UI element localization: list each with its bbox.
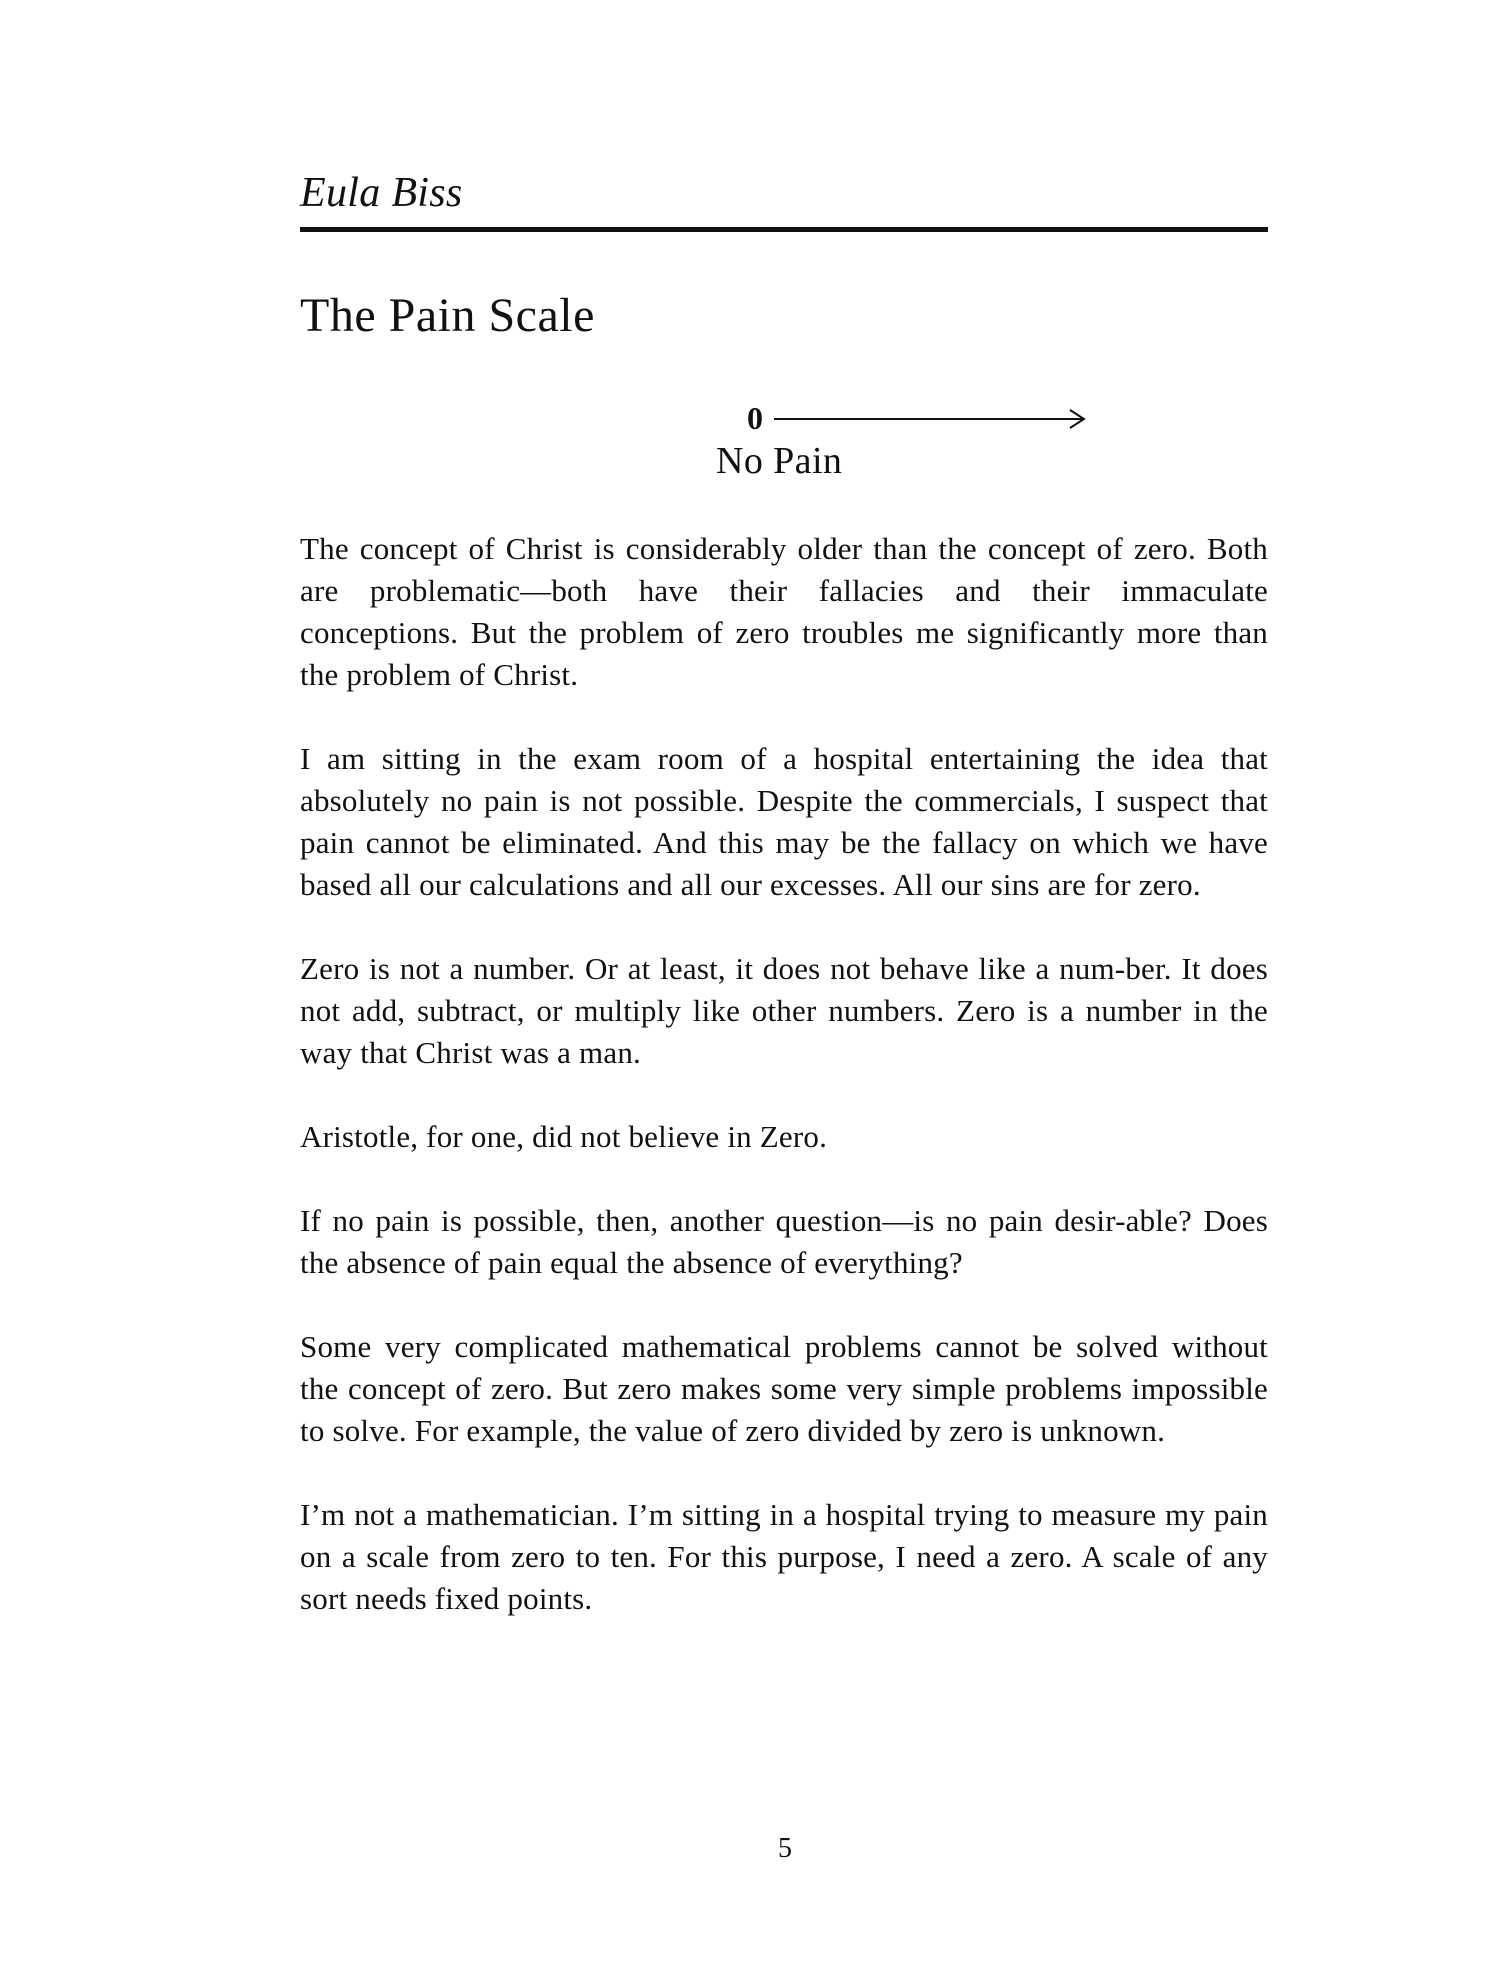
body-text: [300, 528, 1268, 1662]
paragraph-4: Aristotle, for one, did not believe in Zero.: [300, 1119, 828, 1154]
scale-arrow-icon: [770, 402, 1090, 436]
paragraph-3: Zero is not a number. Or at least, it does not behave like a num-ber. It does not add, subtract, or multiply like other numbers. Zero is a number in the way that Christ was a man.: [300, 951, 1268, 1070]
paragraph-6: Some very complicated mathematical problems cannot be solved without the concept of zero. But zero makes some very simple problems impossible to solve. For example, the value of zero divided by zero is unknown.: [300, 1329, 1268, 1448]
running-head-author: Eula Biss: [300, 170, 463, 216]
paragraph-5: If no pain is possible, then, another question—is no pain desir-able? Does the absence of pain equal the absence of everything?: [300, 1203, 1268, 1280]
paragraph-2: I am sitting in the exam room of a hospital entertaining the idea that absolutely no pain is not possible. Despite the commercials, I suspect that pain cannot be eliminated. And this may be the fallacy on which we have based all our calculations and all our excesses. All our sins are for zero.: [300, 741, 1268, 902]
scale-number: 0: [747, 400, 763, 436]
page-number: 5: [778, 1833, 792, 1864]
paragraph-1: The concept of Christ is considerably older than the concept of zero. Both are problematic—both have their fallacies and their immaculate conceptions. But the problem of zero troubles me significantly more than the problem of Christ.: [300, 531, 1268, 692]
header-rule: [300, 227, 1268, 232]
scale-label: No Pain: [716, 440, 843, 482]
paragraph-7: I’m not a mathematician. I’m sitting in a hospital trying to measure my pain on a scale from zero to ten. For this purpose, I need a zero. A scale of any sort needs fixed points.: [300, 1497, 1268, 1616]
chapter-title: The Pain Scale: [300, 289, 595, 342]
